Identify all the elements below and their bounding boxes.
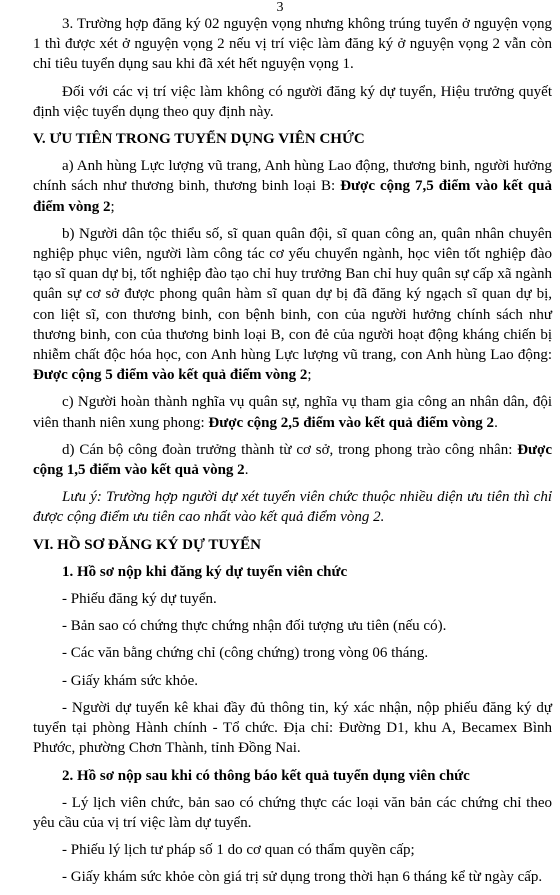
priority-d-end: . xyxy=(244,462,249,479)
priority-c-end: . xyxy=(494,414,498,431)
priority-c-bonus: Được cộng 2,5 điểm vào kết quả điểm vòng 2 xyxy=(208,414,495,431)
priority-b-bonus: Được cộng 5 điểm vào kết quả điểm vòng 2 xyxy=(33,367,308,384)
priority-item-d xyxy=(33,440,552,480)
priority-a-bonus: Được cộng 7,5 điểm vào kết quả điểm vòng 2 xyxy=(33,178,552,215)
priority-note xyxy=(33,487,552,527)
paragraph-wish-2: 3. Trường hợp đăng ký 02 nguyện vọng nhưng không trúng tuyển ở nguyện vọng 1 thì được xét ở nguyện vọng 2 nếu vị trí việc làm đăng ký ở nguyện vọng 2 vẫn còn chỉ tiêu tuyển dụng sau khi đã xét hết nguyện vọng 1. xyxy=(33,16,552,73)
priority-a-end: ; xyxy=(110,198,115,215)
page-number: 3 xyxy=(276,0,284,15)
list-item: - Bản sao có chứng thực chứng nhận đối tượng ưu tiên (nếu có). xyxy=(62,618,447,635)
section-6-heading: VI. HỒ SƠ ĐĂNG KÝ DỰ TUYỂN xyxy=(33,536,261,553)
list-item: - Các văn bằng chứng chỉ (công chứng) trong vòng 06 tháng. xyxy=(62,645,429,662)
subsection-2-heading: 2. Hồ sơ nộp sau khi có thông báo kết quả tuyển dụng viên chức xyxy=(62,767,470,784)
priority-b-end: ; xyxy=(307,367,312,384)
subsection-1-heading: 1. Hồ sơ nộp khi đăng ký dự tuyển viên chức xyxy=(62,563,348,580)
list-item: - Phiếu đăng ký dự tuyển. xyxy=(62,591,217,608)
section-5-heading: V. ƯU TIÊN TRONG TUYỂN DỤNG VIÊN CHỨC xyxy=(33,131,365,148)
paragraph-principal-decides: Đối với các vị trí việc làm không có người đăng ký dự tuyển, Hiệu trưởng quyết định việc tuyển dụng theo quy định này. xyxy=(33,83,552,120)
list-item: - Giấy khám sức khỏe còn giá trị sử dụng trong thời hạn 6 tháng kể từ ngày cấp. xyxy=(62,869,543,886)
priority-item-a xyxy=(33,156,552,217)
priority-b-text: b) Người dân tộc thiểu số, sĩ quan quân đội, sĩ quan công an, quân nhân chuyên nghiệp phục viên, người làm công tác cơ yếu chuyển ngành, học viên tốt nghiệp đào tạo sĩ quan dự bị, tốt nghiệp đào tạo chỉ huy trưởng Ban chỉ huy quân sự cấp xã ngành quân sự cơ sở được phong quân hàm sĩ quan dự bị đã đăng ký ngạch sĩ quan dự bị, con liệt sĩ, con thương binh, con bệnh binh, con của người hưởng chính sách như thương binh, con của thương binh loại B, con đẻ của người hoạt động kháng chiến bị nhiễm chất độc hóa học, con Anh hùng Lực lượng vũ trang, con Anh hùng Lao động: xyxy=(33,225,552,364)
list-item: - Phiếu lý lịch tư pháp số 1 do cơ quan có thẩm quyền cấp; xyxy=(62,842,415,859)
priority-d-bonus: Được cộng 1,5 điểm vào kết quả vòng 2 xyxy=(33,441,552,479)
priority-a-text: a) Anh hùng Lực lượng vũ trang, Anh hùng Lao động, thương binh, người hưởng chính sách như thương binh, thương binh loại B: xyxy=(33,158,552,195)
document-body xyxy=(33,14,552,895)
priority-item-b xyxy=(33,224,552,386)
list-item: - Lý lịch viên chức, bản sao có chứng thực các loại văn bản các chứng chỉ theo yêu cầu của vị trí việc làm dự tuyển. xyxy=(33,794,552,831)
list-item: - Giấy khám sức khỏe. xyxy=(62,672,199,689)
list-item: - Người dự tuyển kê khai đầy đủ thông tin, ký xác nhận, nộp phiếu đăng ký dự tuyển tại phòng Hành chính - Tổ chức. Địa chỉ: Đường D1, khu A, Becamex Bình Phước, phường Chơn Thành, tỉnh Đồng Nai. xyxy=(33,699,552,757)
priority-d-text: d) Cán bộ công đoàn trưởng thành từ cơ sở, trong phong trào công nhân: xyxy=(62,441,518,458)
priority-item-c xyxy=(33,392,552,432)
priority-note-text: Lưu ý: Trường hợp người dự xét tuyển viên chức thuộc nhiều diện ưu tiên thì chỉ được cộng điểm ưu tiên cao nhất vào kết quả điểm vòng 2. xyxy=(33,489,552,526)
priority-c-text: c) Người hoàn thành nghĩa vụ quân sự, nghĩa vụ tham gia công an nhân dân, đội viên thanh niên xung phong: xyxy=(33,394,552,431)
